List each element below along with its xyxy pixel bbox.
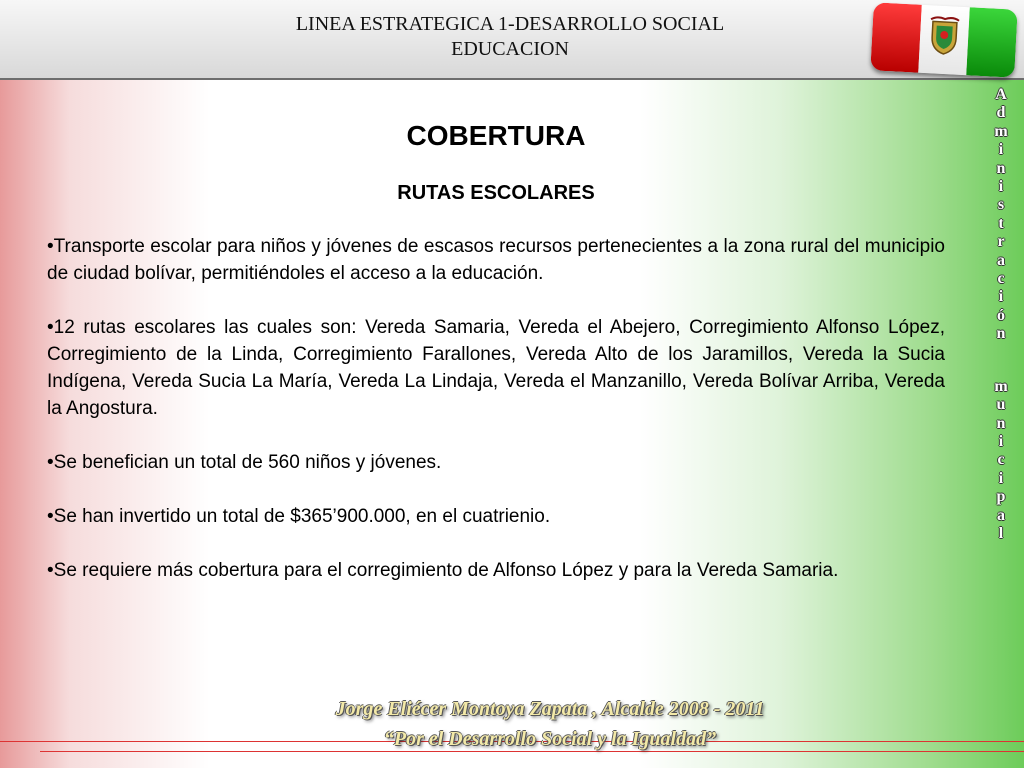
vertical-letter: A bbox=[995, 86, 1007, 103]
vertical-letter: s bbox=[997, 196, 1005, 214]
title-line-1: LINEA ESTRATEGICA 1-DESARROLLO SOCIAL bbox=[295, 13, 725, 35]
bullet-item: •Se benefician un total de 560 niños y jóvenes. bbox=[47, 452, 442, 473]
footer-line-2: “Por el Desarrollo Social y la Igualdad” bbox=[383, 728, 717, 750]
page-title bbox=[150, 12, 870, 62]
vertical-letter: i bbox=[998, 141, 1004, 159]
footer-line-1: Jorge Eliécer Montoya Zapata , Alcalde 2008 - 2011 bbox=[335, 698, 765, 720]
flag-white-stripe bbox=[918, 5, 969, 75]
vertical-letter: i bbox=[998, 469, 1004, 487]
vertical-letter: p bbox=[996, 488, 1006, 506]
vertical-sidebar-text bbox=[990, 86, 1012, 543]
vertical-letter: i bbox=[998, 178, 1004, 196]
bullet-item: •12 rutas escolares las cuales son: Vereda Samaria, Vereda el Abejero, Corregimiento Alfonso López, Corregimiento de la Linda, Corregimiento Farallones, Vereda Alto de los Jaramillos, Vereda la Sucia Indígena, Vereda Sucia La María, Vereda La Lindaja, Vereda el Manzanillo, Vereda Bolívar Arriba, Vereda la Angostura. bbox=[47, 317, 945, 419]
vertical-letter: m bbox=[994, 377, 1008, 395]
vertical-letter: u bbox=[996, 396, 1006, 414]
header-bar bbox=[0, 0, 1024, 80]
flag-icon bbox=[870, 2, 1017, 77]
vertical-letter: a bbox=[997, 506, 1005, 524]
section-subtitle: RUTAS ESCOLARES bbox=[397, 182, 595, 204]
vertical-letter: i bbox=[998, 288, 1004, 306]
vertical-letter: c bbox=[997, 270, 1005, 288]
vertical-letter: m bbox=[994, 122, 1008, 140]
vertical-letter: ó bbox=[997, 306, 1005, 324]
section-title: COBERTURA bbox=[406, 120, 586, 151]
flag-red-stripe bbox=[870, 2, 921, 72]
vertical-letter: n bbox=[996, 159, 1006, 177]
main-content bbox=[47, 120, 945, 611]
bullet-item: •Transporte escolar para niños y jóvenes de escasos recursos pertenecientes a la zona rural del municipio de ciudad bolívar, permitiéndoles el acceso a la educación. bbox=[47, 236, 945, 284]
vertical-letter: t bbox=[998, 214, 1004, 232]
vertical-gap bbox=[990, 344, 1012, 378]
coat-of-arms-icon bbox=[927, 15, 961, 57]
vertical-letter: d bbox=[996, 104, 1006, 122]
bullet-item: •Se han invertido un total de $365’900.000, en el cuatrienio. bbox=[47, 506, 551, 527]
vertical-letter: i bbox=[998, 432, 1004, 450]
vertical-word-1 bbox=[990, 86, 1012, 344]
title-line-2: EDUCACION bbox=[451, 38, 569, 60]
footer-signature bbox=[300, 694, 800, 754]
flag-green-stripe bbox=[966, 7, 1017, 77]
vertical-letter: c bbox=[997, 451, 1005, 469]
vertical-letter: r bbox=[997, 233, 1005, 251]
vertical-letter: l bbox=[998, 524, 1004, 542]
vertical-word-2 bbox=[990, 378, 1012, 544]
bullet-item: •Se requiere más cobertura para el corregimiento de Alfonso López y para la Vereda Samaria. bbox=[47, 560, 839, 581]
vertical-letter: a bbox=[997, 251, 1005, 269]
vertical-letter: n bbox=[996, 325, 1006, 343]
vertical-letter: n bbox=[996, 414, 1006, 432]
